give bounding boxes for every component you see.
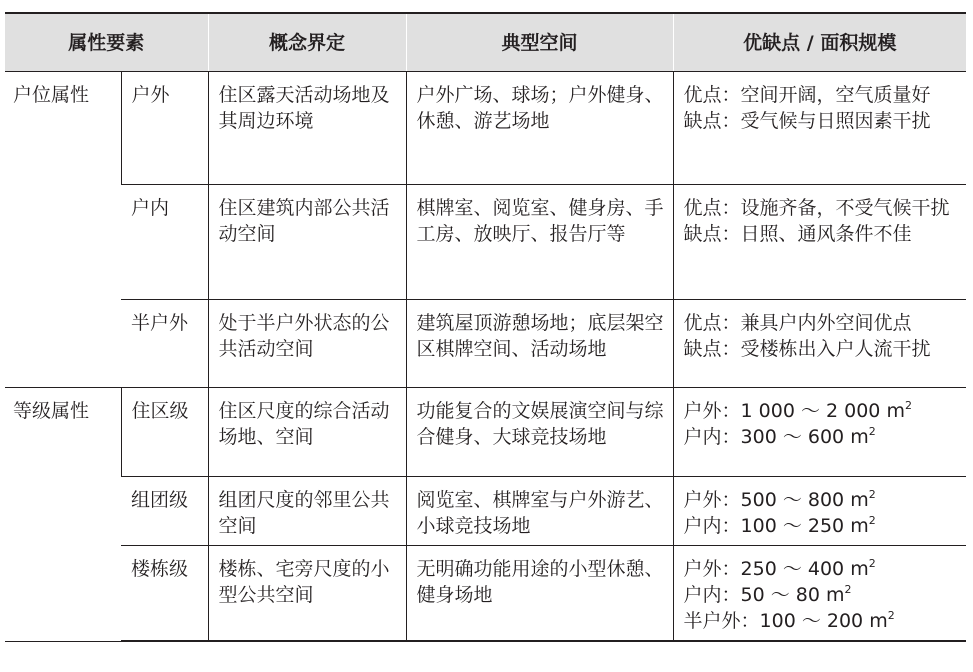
area-range: 100 ～ 200 [759, 610, 864, 632]
area-exponent: 2 [868, 425, 876, 438]
area-line [684, 513, 961, 539]
area-label: 户外： [683, 489, 741, 511]
area-line [684, 608, 961, 634]
pros-cons-cell [673, 300, 966, 388]
area-line [684, 582, 961, 608]
typical-space-text: 建筑屋顶游憩场地；底层架空区棋牌空间、活动场地 [416, 312, 664, 360]
definition-cell [208, 477, 406, 546]
header-pros-cons-area: 优缺点 / 面积规模 [673, 13, 966, 72]
definition-text: 住区建筑内部公共活动空间 [218, 197, 390, 245]
area-cell [673, 546, 966, 642]
area-unit: m [850, 426, 869, 448]
area-cell [673, 388, 966, 477]
area-label: 户内： [683, 584, 741, 606]
table-row [5, 72, 966, 185]
area-cell [673, 477, 966, 546]
attribute-table [5, 12, 966, 642]
header-attribute-elements: 属性要素 [5, 13, 208, 72]
attribute-cell: 半户外 [121, 300, 208, 388]
area-unit: m [850, 558, 869, 580]
area-label: 户外： [683, 400, 741, 422]
table-header [5, 13, 966, 72]
table-row [5, 185, 966, 300]
typical-space-text: 功能复合的文娱展演空间与综合健身、大球竞技场地 [416, 400, 664, 448]
pros-text: 优点：设施齐备，不受气候干扰 [683, 197, 950, 219]
typical-space-cell [406, 388, 673, 477]
category-cell: 等级属性 [5, 388, 121, 642]
table-row [5, 388, 966, 477]
definition-cell [208, 185, 406, 300]
area-exponent: 2 [844, 583, 852, 596]
definition-cell [208, 546, 406, 642]
definition-text: 处于半户外状态的公共活动空间 [218, 312, 390, 360]
table-body [5, 72, 966, 642]
area-range: 500 ～ 800 [740, 489, 845, 511]
definition-text: 楼栋、宅旁尺度的小型公共空间 [218, 558, 390, 606]
area-exponent: 2 [868, 514, 876, 527]
pros-text: 优点：空间开阔，空气质量好 [683, 84, 931, 106]
area-label: 半户外： [683, 610, 760, 632]
area-range: 100 ～ 250 [740, 515, 845, 537]
area-line [684, 487, 961, 513]
area-unit: m [850, 489, 869, 511]
area-range: 1 000 ～ 2 000 [740, 400, 881, 422]
category-cell: 户位属性 [5, 72, 121, 388]
area-unit: m [850, 515, 869, 537]
typical-space-cell [406, 185, 673, 300]
definition-text: 组团尺度的邻里公共空间 [218, 489, 390, 537]
header-row [5, 13, 966, 72]
typical-space-text: 户外广场、球场；户外健身、休憩、游艺场地 [416, 84, 664, 132]
area-range: 50 ～ 80 [740, 584, 820, 606]
area-label: 户外： [683, 558, 741, 580]
area-range: 300 ～ 600 [740, 426, 845, 448]
cons-text: 缺点：日照、通风条件不佳 [683, 223, 912, 245]
typical-space-cell [406, 546, 673, 642]
pros-cons-cell [673, 185, 966, 300]
pros-text: 优点：兼具户内外空间优点 [683, 312, 912, 334]
table-row [5, 546, 966, 642]
attribute-cell: 组团级 [121, 477, 208, 546]
typical-space-cell [406, 72, 673, 185]
table-row [5, 300, 966, 388]
area-range: 250 ～ 400 [740, 558, 845, 580]
area-label: 户内： [683, 515, 741, 537]
header-concept-definition: 概念界定 [208, 13, 406, 72]
area-label: 户内： [683, 426, 741, 448]
definition-cell [208, 388, 406, 477]
area-exponent: 2 [887, 609, 895, 622]
area-exponent: 2 [904, 399, 912, 412]
area-unit: m [826, 584, 845, 606]
area-unit: m [886, 400, 905, 422]
attribute-cell: 楼栋级 [121, 546, 208, 642]
typical-space-text: 阅览室、棋牌室与户外游艺、小球竞技场地 [416, 489, 664, 537]
attribute-cell: 户内 [121, 185, 208, 300]
definition-text: 住区尺度的综合活动场地、空间 [218, 400, 390, 448]
attribute-cell: 户外 [121, 72, 208, 185]
pros-cons-cell [673, 72, 966, 185]
area-line [684, 424, 961, 450]
definition-text: 住区露天活动场地及其周边环境 [218, 84, 390, 132]
typical-space-text: 无明确功能用途的小型休憩、健身场地 [416, 558, 664, 606]
header-typical-space: 典型空间 [406, 13, 673, 72]
typical-space-cell [406, 300, 673, 388]
area-line [684, 556, 961, 582]
area-exponent: 2 [868, 488, 876, 501]
typical-space-text: 棋牌室、阅览室、健身房、手工房、放映厅、报告厅等 [416, 197, 664, 245]
cons-text: 缺点：受气候与日照因素干扰 [683, 110, 931, 132]
definition-cell [208, 72, 406, 185]
area-unit: m [869, 610, 888, 632]
cons-text: 缺点：受楼栋出入户人流干扰 [683, 338, 931, 360]
attribute-cell: 住区级 [121, 388, 208, 477]
area-line [684, 398, 961, 424]
area-exponent: 2 [868, 557, 876, 570]
typical-space-cell [406, 477, 673, 546]
definition-cell [208, 300, 406, 388]
table-row [5, 477, 966, 546]
